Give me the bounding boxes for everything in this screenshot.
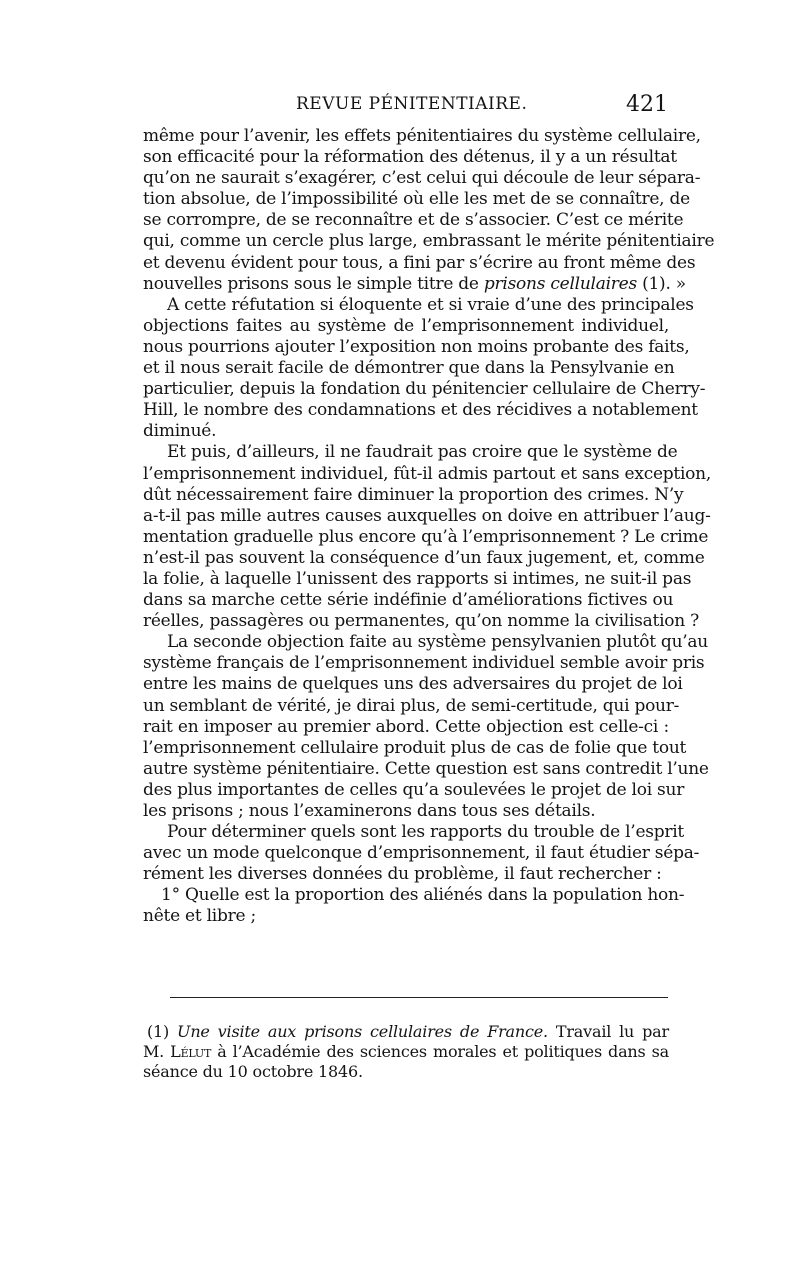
text-line: son efficacité pour la réformation des détenus, il y a un résultat [143, 147, 677, 168]
text-line: se corrompre, de se reconnaître et de s’associer. C’est ce mérite [143, 210, 684, 231]
footnote [143, 1022, 669, 1082]
text-line: l’emprisonnement individuel, fût-il admis partout et sans exception, [143, 463, 712, 484]
footnote-rule [170, 997, 668, 998]
text-line: objections faites au système de l’emprisonnement individuel, [143, 315, 669, 336]
text-line: même pour l’avenir, les effets pénitentiaires du système cellulaire, [143, 126, 701, 146]
text-line: 1° Quelle est la proportion des aliénés dans la population hon- [161, 885, 685, 906]
text-fragment: à l’Académie des sciences morales et politiques dans sa [211, 1042, 669, 1061]
footnote-line [143, 1042, 669, 1062]
text-line: un semblant de vérité, je dirai plus, de semi-certitude, qui pour- [143, 695, 680, 716]
text-line: réelles, passagères ou permanentes, qu’on nomme la civilisation ? [143, 611, 700, 632]
text-line: et il nous serait facile de démontrer que dans la Pensylvanie en [143, 358, 675, 379]
body-text [143, 126, 715, 928]
text-fragment: M. [143, 1042, 171, 1061]
text-line: nous pourrions ajouter l’exposition non moins probante des faits, [143, 336, 690, 357]
running-head [0, 92, 800, 122]
text-line: système français de l’emprisonnement individuel semble avoir pris [143, 653, 705, 674]
footnote-line [143, 1022, 669, 1042]
text-line: rément les diverses données du problème, il faut rechercher : [143, 864, 662, 885]
footnote-title: Une visite aux prisons cellulaires de France. [177, 1022, 548, 1041]
text-line: a-t-il pas mille autres causes auxquelles on doive en attribuer l’aug- [143, 505, 711, 526]
text-line: la folie, à laquelle l’unissent des rapports si intimes, ne suit-il pas [143, 568, 692, 589]
text-line: dans sa marche cette série indéfinie d’améliorations fictives ou [143, 590, 674, 611]
text-line: l’emprisonnement cellulaire produit plus de cas de folie que tout [143, 737, 687, 758]
text-line: et devenu évident pour tous, a fini par s’écrire au front même des [143, 252, 696, 273]
text-line: des plus importantes de celles qu’a soulevées le projet de loi sur [143, 779, 685, 800]
text-line: avec un mode quelconque d’emprisonnement, il faut étudier sépa- [143, 843, 700, 864]
text-fragment: (1). » [636, 273, 686, 294]
text-line: La seconde objection faite au système pensylvanien plutôt qu’au [167, 632, 708, 653]
text-line: A cette réfutation si éloquente et si vraie d’une des principales [167, 294, 694, 315]
text-line: Pour déterminer quels sont les rapports du trouble de l’esprit [167, 822, 685, 843]
text-line: particulier, depuis la fondation du pénitencier cellulaire de Cherry- [143, 379, 706, 400]
text-line: autre système pénitentiaire. Cette question est sans contredit l’une [143, 758, 709, 779]
text-line: nête et libre ; [143, 906, 256, 927]
footnote-marker: (1) [147, 1022, 178, 1041]
italic-title: prisons cellulaires [483, 273, 637, 294]
text-line: rait en imposer au premier abord. Cette objection est celle-ci : [143, 716, 669, 737]
running-title: REVUE PÉNITENTIAIRE. [296, 94, 528, 114]
text-line: qu’on ne saurait s’exagérer, c’est celui qui découle de leur sépara- [143, 168, 701, 189]
footnote-author: Lélut [170, 1042, 212, 1061]
text-line: mentation graduelle plus encore qu’à l’emprisonnement ? Le crime [143, 526, 709, 547]
text-fragment: Travail lu par [547, 1022, 669, 1041]
text-line: les prisons ; nous l’examinerons dans tous ses détails. [143, 801, 596, 821]
text-line: tion absolue, de l’impossibilité où elle les met de se connaître, de [143, 189, 690, 210]
text-line: entre les mains de quelques uns des adversaires du projet de loi [143, 674, 683, 695]
text-line: Hill, le nombre des condamnations et des récidives a notablement [143, 400, 698, 421]
footnote-line: séance du 10 octobre 1846. [143, 1062, 363, 1081]
text-line: n’est-il pas souvent la conséquence d’un faux jugement, et, comme [143, 547, 705, 568]
text-line: qui, comme un cercle plus large, embrassant le mérite pénitentiaire [143, 231, 715, 252]
text-line: diminué. [143, 421, 217, 442]
text-line: Et puis, d’ailleurs, il ne faudrait pas croire que le système de [167, 442, 678, 463]
text-line [143, 273, 686, 295]
text-line: dût nécessairement faire diminuer la proportion des crimes. N’y [143, 484, 684, 505]
text-fragment: nouvelles prisons sous le simple titre de [143, 273, 484, 294]
page-number: 421 [626, 92, 668, 117]
